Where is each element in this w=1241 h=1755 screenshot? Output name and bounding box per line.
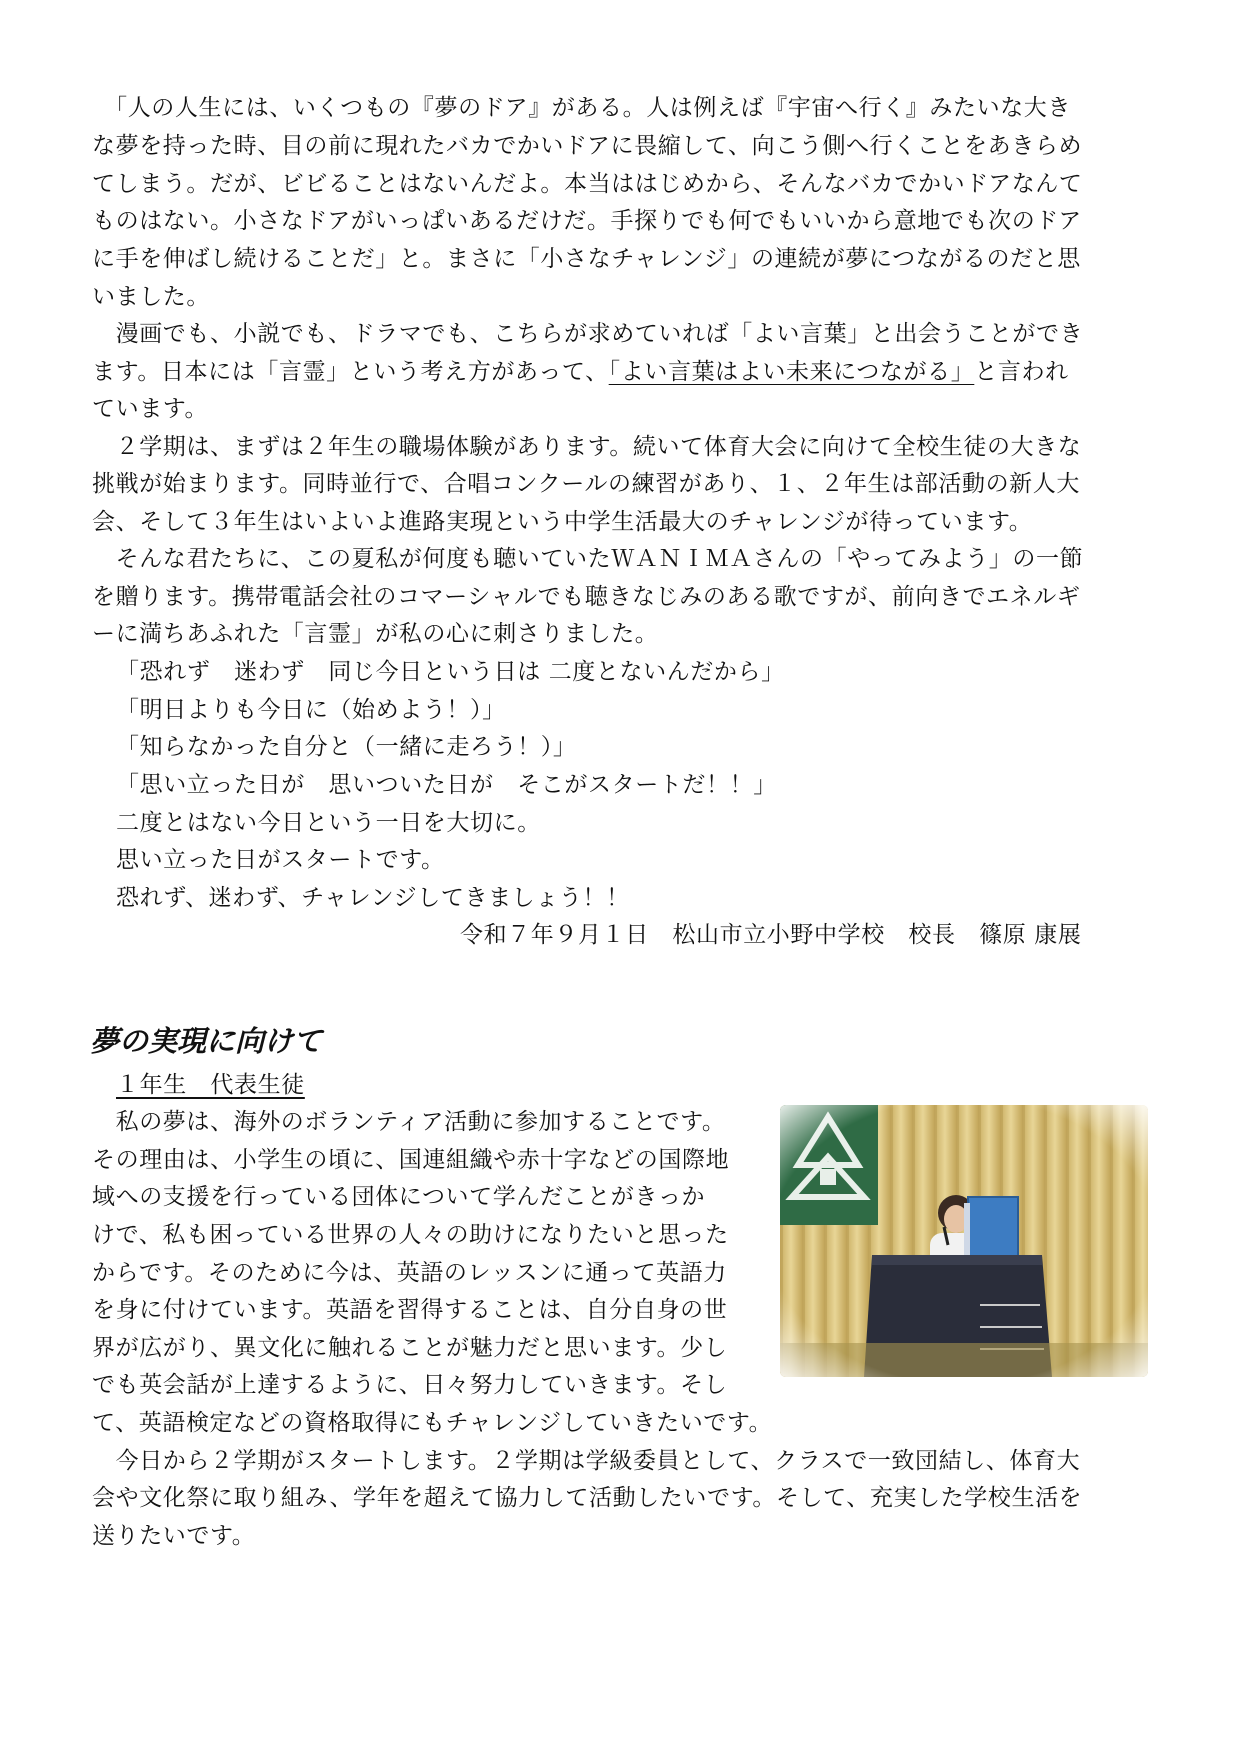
lyric-line: 「恐れず 迷わず 同じ今日という日は 二度とないんだから」 <box>116 659 785 685</box>
message-line: そんな君たちに、この夏私が何度も聴いていたＷＡＮＩＭＡさんの「やってみよう」の一節 <box>92 546 1084 572</box>
student-line: 送りたいです。 <box>92 1523 256 1549</box>
speaker-label: １年生 代表生徒 <box>116 1072 305 1098</box>
signature: 令和７年９月１日 松山市立小野中学校 校長 篠原 康展 <box>460 922 1082 948</box>
message-line: ２学期は、まずは２年生の職場体験があります。続いて体育大会に向けて全校生徒の大きな <box>92 434 1082 460</box>
student-line: でも英会話が上達するように、日々努力していきます。そし <box>92 1372 728 1398</box>
closing-line: 二度とはない今日という一日を大切に。 <box>116 810 541 836</box>
student-line: を身に付けています。英語を習得することは、自分自身の世 <box>92 1297 728 1323</box>
section-title: 夢の実現に向けて <box>90 1024 323 1058</box>
lyric-line: 「思い立った日が 思いついた日が そこがスタートだ！！」 <box>116 772 777 798</box>
kotodama-line <box>92 357 1069 387</box>
closing-line: 恐れず、迷わず、チャレンジしてきましょう！！ <box>116 885 630 911</box>
student-line: て、英語検定などの資格取得にもチャレンジしていきたいです。 <box>92 1410 773 1436</box>
message-line: いました。 <box>92 284 210 310</box>
message-line: 「人の人生には、いくつもの『夢のドア』がある。人は例えば『宇宙へ行く』みたいな大き <box>92 95 1072 121</box>
closing-line: 思い立った日がスタートです。 <box>116 847 445 873</box>
kotodama-underlined-quote: 「よい言葉はよい未来につながる」 <box>608 359 975 385</box>
message-line: ーに満ちあふれた「言霊」が私の心に刺さりました。 <box>92 621 659 647</box>
message-line: な夢を持った時、目の前に現れたバカでかいドアに畏縮して、向こう側へ行くことをあきらめ <box>92 133 1083 159</box>
student-line: 私の夢は、海外のボランティア活動に参加することです。 <box>92 1109 726 1135</box>
student-line: 界が広がり、異文化に触れることが魅力だと思います。少し <box>92 1335 728 1361</box>
student-line: その理由は、小学生の頃に、国連組織や赤十字などの国際地 <box>92 1147 730 1173</box>
message-line: 漫画でも、小説でも、ドラマでも、こちらが求めていれば「よい言葉」と出会うことができ <box>92 321 1084 347</box>
message-line: てしまう。だが、ビビることはないんだよ。本当ははじめから、そんなバカでかいドアなんて <box>92 171 1083 197</box>
message-line: 会、そして３年生はいよいよ進路実現という中学生活最大のチャレンジが待っています。 <box>92 509 1033 535</box>
message-line: に手を伸ばし続けることだ」と。まさに「小さなチャレンジ」の連続が夢につながるのだと思 <box>92 246 1081 272</box>
student-speech-photo <box>780 1105 1148 1377</box>
student-line: 今日から２学期がスタートします。２学期は学級委員として、クラスで一致団結し、体育大 <box>92 1448 1081 1474</box>
student-line: からです。そのために今は、英語のレッスンに通って英語力 <box>92 1260 727 1286</box>
photo-illustration <box>780 1105 1148 1377</box>
lyric-line: 「知らなかった自分と（一緒に走ろう！）」 <box>116 734 577 760</box>
message-line: ています。 <box>92 396 209 422</box>
kotodama-before: ます。日本には「言霊」という考え方があって、 <box>92 359 609 385</box>
student-line: 会や文化祭に取り組み、学年を超えて協力して活動したいです。そして、充実した学校生活を <box>92 1485 1083 1511</box>
lyric-line: 「明日よりも今日に（始めよう！）」 <box>116 697 506 723</box>
kotodama-after: と言われ <box>974 359 1069 385</box>
student-line: 域への支援を行っている団体について学んだことがきっか <box>92 1184 706 1210</box>
message-line: を贈ります。携帯電話会社のコマーシャルでも聴きなじみのある歌ですが、前向きでエネルギ <box>92 584 1081 610</box>
message-line: 挑戦が始まります。同時並行で、合唱コンクールの練習があり、１、２年生は部活動の新人大 <box>92 471 1080 497</box>
student-line: けで、私も困っている世界の人々の助けになりたいと思った <box>92 1222 729 1248</box>
message-line: ものはない。小さなドアがいっぱいあるだけだ。手探りでも何でもいいから意地でも次のドア <box>92 208 1082 234</box>
